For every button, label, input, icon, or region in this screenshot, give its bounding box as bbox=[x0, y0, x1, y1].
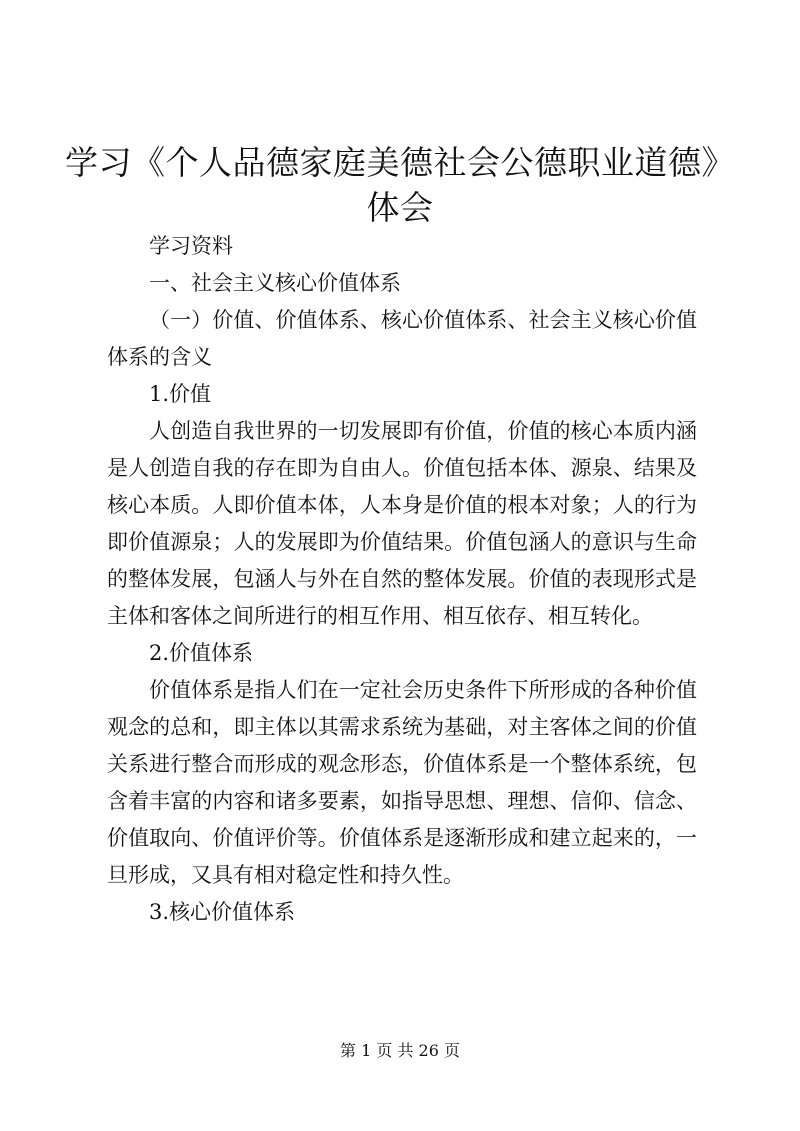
heading-subsection-1: （一）价值、价值体系、核心价值体系、社会主义核心价值体系的含义 bbox=[107, 308, 697, 369]
paragraph-value-system: 价值体系是指人们在一定社会历史条件下所形成的各种价值观念的总和，即主体以其需求系统为基础，对主客体之间的价值关系进行整合而形成的观念形态，价值体系是一个整体系统，包含着丰富的内容和诸多要素，如指导思想、理想、信仰、信念、价值取向、价值评价等。价值体系是逐渐形成和建立起来的，一旦形成，又具有相对稳定性和持久性。 bbox=[107, 678, 697, 887]
paragraph-value: 人创造自我世界的一切发展即有价值，价值的核心本质内涵是人创造自我的存在即为自由人。价值包括本体、源泉、结果及核心本质。人即价值本体，人本身是价值的根本对象；人的行为即价值源泉；人的发展即为价值结果。价值包涵人的意识与生命的整体发展，包涵人与外在自然的整体发展。价值的表现形式是主体和客体之间所进行的相互作用、相互依存、相互转化。 bbox=[107, 419, 697, 628]
page-footer: 第 1 页 共 26 页 bbox=[340, 1041, 460, 1060]
heading-core-value-system: 3.核心价值体系 bbox=[149, 900, 296, 924]
document-title-line1: 学习《个人品德家庭美德社会公德职业道德》 bbox=[65, 143, 735, 182]
document-title-line2: 体会 bbox=[366, 188, 434, 227]
heading-value-system: 2.价值体系 bbox=[149, 641, 254, 665]
document-body bbox=[107, 228, 697, 931]
heading-value: 1.价值 bbox=[149, 382, 212, 406]
heading-section-1: 一、社会主义核心价值体系 bbox=[149, 271, 401, 295]
paragraph-study-material: 学习资料 bbox=[149, 234, 233, 258]
